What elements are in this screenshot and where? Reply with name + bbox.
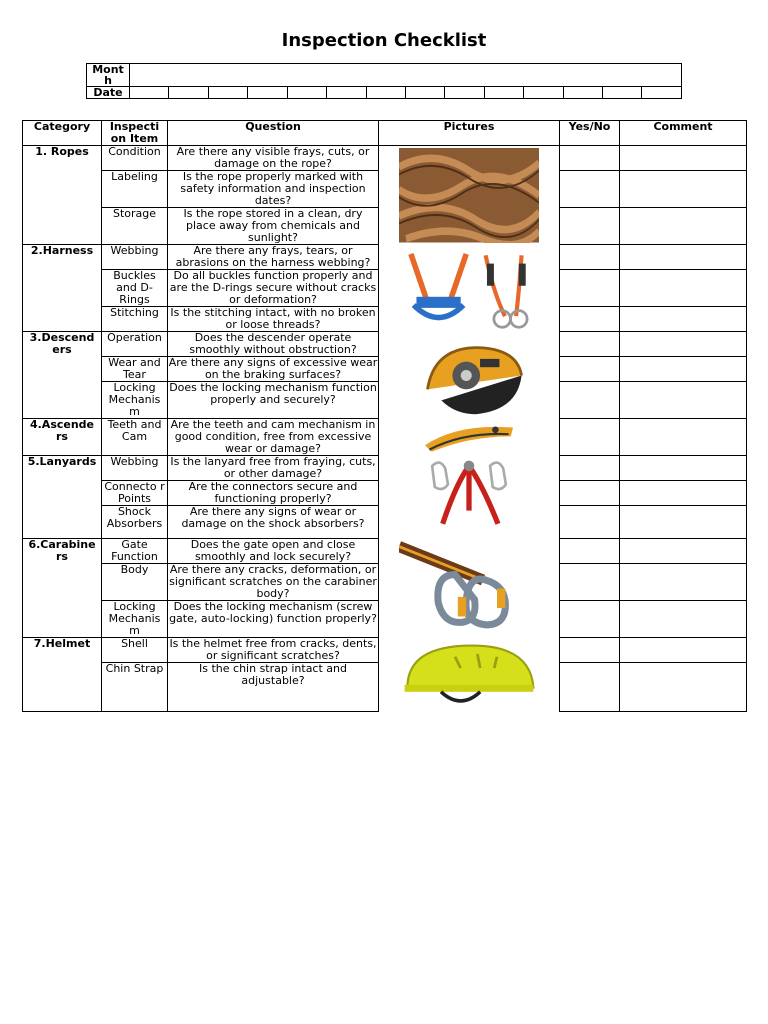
category-cell: 6.Carabine rs [23,539,102,638]
inspection-item-cell: Shock Absorbers [102,506,168,539]
comment-cell[interactable] [620,332,747,357]
date-cell[interactable] [524,87,563,99]
comment-cell[interactable] [620,564,747,601]
yes-no-cell[interactable] [560,601,620,638]
yes-no-cell[interactable] [560,663,620,712]
inspection-item-cell: Gate Function [102,539,168,564]
inspection-item-cell: Wear and Tear [102,357,168,382]
inspection-item-cell: Storage [102,208,168,245]
table-row [23,638,747,663]
helmet-image [399,640,539,710]
comment-cell[interactable] [620,357,747,382]
yes-no-cell[interactable] [560,146,620,171]
date-cell[interactable] [484,87,523,99]
question-cell: Is the lanyard free from fraying, cuts, or other damage? [168,456,379,481]
date-cell[interactable] [445,87,484,99]
category-cell: 1. Ropes [23,146,102,245]
header-comment: Comment [620,121,747,146]
date-cell[interactable] [405,87,444,99]
inspection-item-cell: Operation [102,332,168,357]
table-row [23,332,747,357]
question-cell: Does the locking mechanism (screw gate, auto-locking) function properly? [168,601,379,638]
page-title: Inspection Checklist [281,30,487,51]
rope-image [399,148,539,243]
picture-cell [379,638,560,712]
yes-no-cell[interactable] [560,638,620,663]
comment-cell[interactable] [620,539,747,564]
inspection-item-cell: Connecto r Points [102,481,168,506]
inspection-item-cell: Webbing [102,245,168,270]
date-cell[interactable] [248,87,287,99]
inspection-item-cell: Locking Mechanis m [102,382,168,419]
question-cell: Is the chin strap intact and adjustable? [168,663,379,712]
comment-cell[interactable] [620,307,747,332]
inspection-item-cell: Buckles and D-Rings [102,270,168,307]
picture-cell [379,539,560,638]
date-label: Date [87,87,130,99]
date-cell[interactable] [208,87,247,99]
comment-cell[interactable] [620,245,747,270]
date-cell[interactable] [563,87,602,99]
question-cell: Are there any signs of wear or damage on the shock absorbers? [168,506,379,539]
question-cell: Are the teeth and cam mechanism in good condition, free from excessive wear or damage? [168,419,379,456]
comment-cell[interactable] [620,419,747,456]
yes-no-cell[interactable] [560,506,620,539]
yes-no-cell[interactable] [560,245,620,270]
question-cell: Are there any cracks, deformation, or significant scratches on the carabiner body? [169,563,377,600]
checklist-table [22,120,747,712]
inspection-item-cell: Labeling [102,171,168,208]
header-pictures: Pictures [379,121,560,146]
header-category: Category [23,121,102,146]
inspection-item-cell: Locking Mechanis m [102,601,168,638]
category-cell: 2.Harness [23,245,102,332]
inspection-item-cell: Condition [102,146,168,171]
picture-cell [379,332,560,419]
comment-cell[interactable] [620,456,747,481]
comment-cell[interactable] [620,506,747,539]
picture-cell [379,419,560,456]
yes-no-cell[interactable] [560,564,620,601]
inspection-item-cell: Body [102,564,168,601]
question-cell: Are there any signs of excessive wear on the braking surfaces? [168,356,378,381]
picture-cell [379,146,560,245]
yes-no-cell[interactable] [560,332,620,357]
inspection-item-cell: Teeth and Cam [102,419,168,456]
category-cell: 7.Helmet [23,638,102,712]
category-cell: 5.Lanyards [23,456,102,539]
date-cell[interactable] [130,87,169,99]
yes-no-cell[interactable] [560,208,620,245]
comment-cell[interactable] [620,382,747,419]
comment-cell[interactable] [620,601,747,638]
table-row [23,245,747,270]
yes-no-cell[interactable] [560,357,620,382]
picture-cell [379,245,560,332]
yes-no-cell[interactable] [560,419,620,456]
question-cell: Is the rope properly marked with safety information and inspection dates? [168,171,379,208]
header-yesno: Yes/No [560,121,620,146]
harness-image [399,247,539,330]
month-field[interactable] [130,64,682,87]
header-item: Inspecti on Item [102,121,168,146]
yes-no-cell[interactable] [560,456,620,481]
date-cell[interactable] [366,87,405,99]
category-cell: 3.Descend ers [23,332,102,419]
yes-no-cell[interactable] [560,307,620,332]
yes-no-cell[interactable] [560,382,620,419]
comment-cell[interactable] [620,481,747,506]
comment-cell[interactable] [620,208,747,245]
date-cell[interactable] [327,87,366,99]
comment-cell[interactable] [620,171,747,208]
question-cell: Is the rope stored in a clean, dry place away from chemicals and sunlight? [168,208,379,245]
header-question: Question [168,121,379,146]
picture-cell [379,456,560,539]
month-date-table [86,63,682,99]
table-row [23,456,747,481]
question-cell: Do all buckles function properly and are the D-rings secure without cracks or deformation? [168,270,379,307]
date-cell[interactable] [603,87,642,99]
yes-no-cell[interactable] [560,539,620,564]
date-cell[interactable] [169,87,208,99]
question-cell: Is the helmet free from cracks, dents, or significant scratches? [169,637,377,662]
question-cell: Are there any visible frays, cuts, or damage on the rope? [168,146,379,171]
comment-cell[interactable] [620,638,747,663]
question-cell: Are there any frays, tears, or abrasions on the harness webbing? [168,245,379,270]
comment-cell[interactable] [620,146,747,171]
question-cell: Does the gate open and close smoothly and lock securely? [168,539,379,564]
question-cell: Does the locking mechanism function properly and securely? [168,382,379,419]
question-cell: Does the descender operate smoothly without obstruction? [168,332,379,357]
yes-no-cell[interactable] [560,270,620,307]
category-cell: 4.Ascende rs [23,419,102,456]
table-row [23,539,747,564]
carabiner-image [399,541,539,636]
inspection-item-cell: Stitching [102,307,168,332]
table-row [23,146,747,171]
date-cell[interactable] [642,87,682,99]
inspection-item-cell: Chin Strap [102,663,168,712]
comment-cell[interactable] [620,663,747,712]
table-row [23,419,747,456]
lanyard-image [399,458,539,537]
question-cell: Is the stitching intact, with no broken or loose threads? [168,307,379,332]
comment-cell[interactable] [620,270,747,307]
yes-no-cell[interactable] [560,171,620,208]
date-cell[interactable] [287,87,326,99]
inspection-item-cell: Shell [102,638,168,663]
inspection-item-cell: Webbing [102,456,168,481]
ascender-image [399,421,539,454]
month-label: Mont h [87,64,130,87]
question-cell: Are the connectors secure and functioning properly? [168,481,379,506]
yes-no-cell[interactable] [560,481,620,506]
descender-image [399,334,539,417]
